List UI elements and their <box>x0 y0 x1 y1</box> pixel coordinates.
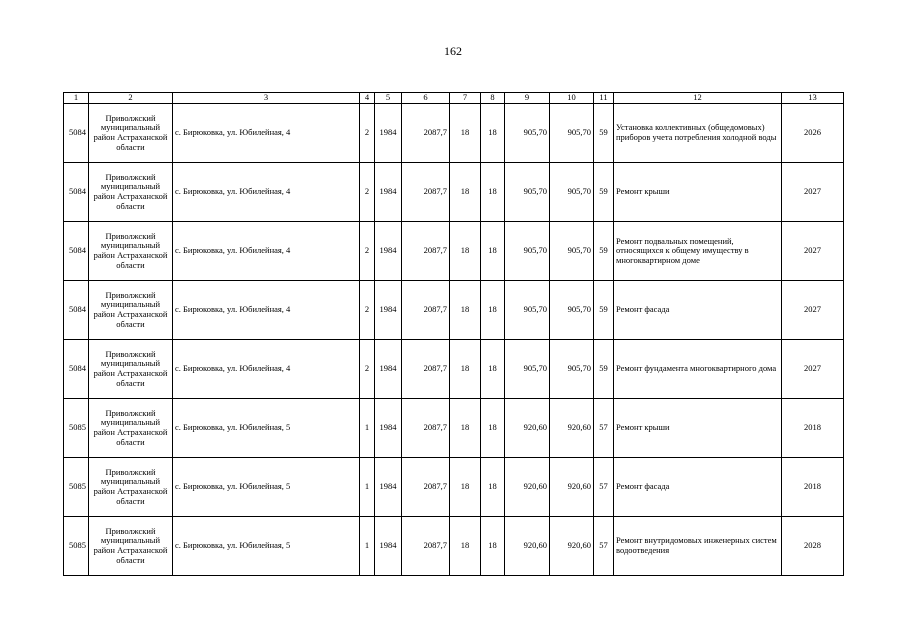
col7-cell: 18 <box>450 517 481 576</box>
year-cell: 1984 <box>375 222 402 281</box>
year-cell: 1984 <box>375 104 402 163</box>
planned-year-cell: 2027 <box>782 222 844 281</box>
col8-cell: 18 <box>481 222 505 281</box>
address-cell: с. Бирюковка, ул. Юбилейная, 4 <box>173 104 360 163</box>
col11-cell: 59 <box>594 104 614 163</box>
page-number: 162 <box>444 44 462 58</box>
year-cell: 1984 <box>375 517 402 576</box>
col8-cell: 18 <box>481 517 505 576</box>
municipality-cell: Приволжский муниципальный район Астраханской области <box>89 222 173 281</box>
area-cell: 2087,7 <box>402 281 450 340</box>
col10-cell: 920,60 <box>550 517 594 576</box>
col10-cell: 905,70 <box>550 222 594 281</box>
work-type-cell: Ремонт крыши <box>614 399 782 458</box>
municipality-cell: Приволжский муниципальный район Астраханской области <box>89 458 173 517</box>
table-body <box>64 104 844 576</box>
col8-cell: 18 <box>481 399 505 458</box>
record-number-cell: 5084 <box>64 222 89 281</box>
col10-cell: 905,70 <box>550 163 594 222</box>
col9-cell: 905,70 <box>505 222 550 281</box>
col7-cell: 18 <box>450 222 481 281</box>
col11-cell: 57 <box>594 517 614 576</box>
registry-table <box>63 92 844 576</box>
col10-cell: 920,60 <box>550 399 594 458</box>
column-header: 2 <box>89 93 173 104</box>
table-row <box>64 399 844 458</box>
municipality-cell: Приволжский муниципальный район Астраханской области <box>89 399 173 458</box>
column-header: 10 <box>550 93 594 104</box>
col7-cell: 18 <box>450 458 481 517</box>
col11-cell: 57 <box>594 458 614 517</box>
address-cell: с. Бирюковка, ул. Юбилейная, 5 <box>173 517 360 576</box>
floors-cell: 1 <box>360 399 375 458</box>
record-number-cell: 5085 <box>64 458 89 517</box>
area-cell: 2087,7 <box>402 163 450 222</box>
column-header: 13 <box>782 93 844 104</box>
col9-cell: 920,60 <box>505 399 550 458</box>
header-row <box>64 93 844 104</box>
col11-cell: 59 <box>594 222 614 281</box>
table-row <box>64 458 844 517</box>
work-type-cell: Ремонт внутридомовых инженерных систем водоотведения <box>614 517 782 576</box>
planned-year-cell: 2027 <box>782 340 844 399</box>
planned-year-cell: 2027 <box>782 281 844 340</box>
col10-cell: 920,60 <box>550 458 594 517</box>
floors-cell: 2 <box>360 281 375 340</box>
planned-year-cell: 2027 <box>782 163 844 222</box>
work-type-cell: Установка коллективных (общедомовых) приборов учета потребления холодной воды <box>614 104 782 163</box>
col8-cell: 18 <box>481 104 505 163</box>
work-type-cell: Ремонт крыши <box>614 163 782 222</box>
col8-cell: 18 <box>481 340 505 399</box>
area-cell: 2087,7 <box>402 517 450 576</box>
col11-cell: 59 <box>594 163 614 222</box>
col9-cell: 905,70 <box>505 163 550 222</box>
address-cell: с. Бирюковка, ул. Юбилейная, 4 <box>173 340 360 399</box>
floors-cell: 1 <box>360 458 375 517</box>
col9-cell: 920,60 <box>505 458 550 517</box>
col10-cell: 905,70 <box>550 104 594 163</box>
year-cell: 1984 <box>375 399 402 458</box>
col7-cell: 18 <box>450 104 481 163</box>
planned-year-cell: 2018 <box>782 458 844 517</box>
floors-cell: 2 <box>360 340 375 399</box>
address-cell: с. Бирюковка, ул. Юбилейная, 4 <box>173 281 360 340</box>
municipality-cell: Приволжский муниципальный район Астраханской области <box>89 281 173 340</box>
year-cell: 1984 <box>375 340 402 399</box>
year-cell: 1984 <box>375 458 402 517</box>
area-cell: 2087,7 <box>402 104 450 163</box>
area-cell: 2087,7 <box>402 222 450 281</box>
table-row <box>64 222 844 281</box>
column-header: 11 <box>594 93 614 104</box>
area-cell: 2087,7 <box>402 458 450 517</box>
col7-cell: 18 <box>450 281 481 340</box>
col9-cell: 905,70 <box>505 340 550 399</box>
record-number-cell: 5084 <box>64 163 89 222</box>
col8-cell: 18 <box>481 458 505 517</box>
area-cell: 2087,7 <box>402 340 450 399</box>
floors-cell: 2 <box>360 222 375 281</box>
col9-cell: 920,60 <box>505 517 550 576</box>
col11-cell: 59 <box>594 281 614 340</box>
address-cell: с. Бирюковка, ул. Юбилейная, 5 <box>173 399 360 458</box>
col8-cell: 18 <box>481 163 505 222</box>
floors-cell: 2 <box>360 163 375 222</box>
table-row <box>64 104 844 163</box>
record-number-cell: 5085 <box>64 399 89 458</box>
col7-cell: 18 <box>450 399 481 458</box>
column-header: 6 <box>402 93 450 104</box>
column-header: 7 <box>450 93 481 104</box>
municipality-cell: Приволжский муниципальный район Астраханской области <box>89 104 173 163</box>
table-row <box>64 281 844 340</box>
column-header: 9 <box>505 93 550 104</box>
work-type-cell: Ремонт фасада <box>614 281 782 340</box>
col7-cell: 18 <box>450 340 481 399</box>
column-header: 4 <box>360 93 375 104</box>
address-cell: с. Бирюковка, ул. Юбилейная, 5 <box>173 458 360 517</box>
planned-year-cell: 2026 <box>782 104 844 163</box>
col10-cell: 905,70 <box>550 340 594 399</box>
record-number-cell: 5084 <box>64 281 89 340</box>
table-row <box>64 340 844 399</box>
municipality-cell: Приволжский муниципальный район Астраханской области <box>89 517 173 576</box>
work-type-cell: Ремонт фундамента многоквартирного дома <box>614 340 782 399</box>
column-header: 1 <box>64 93 89 104</box>
municipality-cell: Приволжский муниципальный район Астраханской области <box>89 340 173 399</box>
year-cell: 1984 <box>375 281 402 340</box>
record-number-cell: 5084 <box>64 104 89 163</box>
col8-cell: 18 <box>481 281 505 340</box>
municipality-cell: Приволжский муниципальный район Астраханской области <box>89 163 173 222</box>
planned-year-cell: 2018 <box>782 399 844 458</box>
column-header: 5 <box>375 93 402 104</box>
record-number-cell: 5084 <box>64 340 89 399</box>
record-number-cell: 5085 <box>64 517 89 576</box>
table-row <box>64 163 844 222</box>
year-cell: 1984 <box>375 163 402 222</box>
floors-cell: 2 <box>360 104 375 163</box>
col11-cell: 59 <box>594 340 614 399</box>
col7-cell: 18 <box>450 163 481 222</box>
column-header: 12 <box>614 93 782 104</box>
col9-cell: 905,70 <box>505 104 550 163</box>
col11-cell: 57 <box>594 399 614 458</box>
area-cell: 2087,7 <box>402 399 450 458</box>
column-header: 8 <box>481 93 505 104</box>
address-cell: с. Бирюковка, ул. Юбилейная, 4 <box>173 222 360 281</box>
col10-cell: 905,70 <box>550 281 594 340</box>
planned-year-cell: 2028 <box>782 517 844 576</box>
work-type-cell: Ремонт фасада <box>614 458 782 517</box>
col9-cell: 905,70 <box>505 281 550 340</box>
address-cell: с. Бирюковка, ул. Юбилейная, 4 <box>173 163 360 222</box>
floors-cell: 1 <box>360 517 375 576</box>
work-type-cell: Ремонт подвальных помещений, относящихся к общему имуществу в многоквартирном доме <box>614 222 782 281</box>
table-row <box>64 517 844 576</box>
column-header: 3 <box>173 93 360 104</box>
